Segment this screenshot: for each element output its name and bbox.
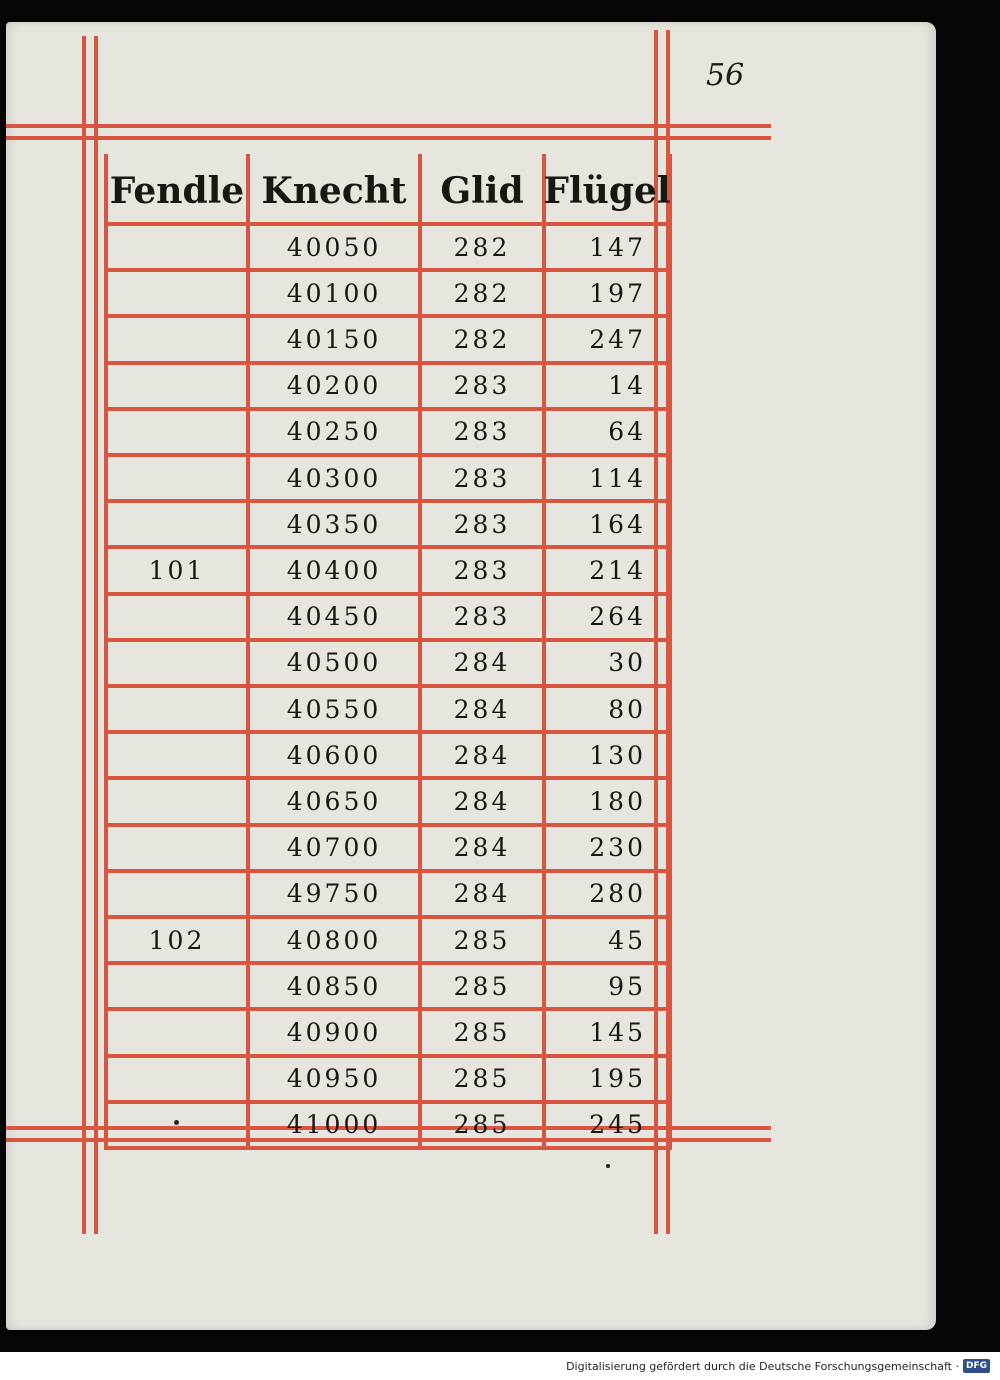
cell-knecht: 40650 [286, 786, 382, 816]
footer-credit: Digitalisierung gefördert durch die Deutsche Forschungsgemeinschaft · [566, 1359, 959, 1373]
cell-fluegel: 264 [589, 602, 646, 632]
header-glid: Glid [440, 170, 524, 212]
cell-glid: 285 [453, 1017, 511, 1047]
cell-fendle [106, 871, 248, 917]
cell-knecht: 40050 [286, 232, 382, 262]
cell-knecht: 41000 [286, 1110, 382, 1140]
cell-fluegel: 114 [589, 463, 646, 493]
cell-fendle [106, 316, 248, 362]
cell-fluegel: 247 [589, 324, 646, 354]
cell-knecht: 40250 [286, 417, 382, 447]
cell-knecht: 40850 [286, 971, 382, 1001]
cell-knecht: 40500 [286, 648, 382, 678]
book-page [6, 22, 936, 1330]
cell-glid: 283 [453, 463, 511, 493]
cell-knecht: 49750 [286, 879, 382, 909]
cell-knecht: 40950 [286, 1064, 382, 1094]
cell-fendle [106, 825, 248, 871]
cell-glid: 283 [453, 417, 511, 447]
cell-fluegel: 30 [608, 648, 646, 678]
cell-glid: 282 [453, 232, 511, 262]
cell-fendle: 101 [148, 555, 206, 585]
cell-fluegel: 180 [589, 786, 646, 816]
cell-knecht: 40800 [286, 925, 382, 955]
cell-glid: 285 [453, 1064, 511, 1094]
cell-knecht: 40700 [286, 833, 382, 863]
frame-rule-left-inner [94, 36, 98, 1234]
cell-fluegel: 145 [589, 1017, 646, 1047]
cell-knecht: 40400 [286, 555, 382, 585]
cell-knecht: 40350 [286, 509, 382, 539]
cell-knecht: 40900 [286, 1017, 382, 1047]
cell-glid: 284 [453, 879, 511, 909]
cell-fluegel: 130 [589, 740, 646, 770]
cell-fluegel: 214 [589, 555, 646, 585]
cell-fluegel: 245 [589, 1110, 646, 1140]
cell-glid: 283 [453, 602, 511, 632]
cell-knecht: 40300 [286, 463, 382, 493]
cell-fendle [106, 501, 248, 547]
header-knecht: Knecht [261, 170, 407, 212]
cell-glid: 284 [453, 786, 511, 816]
frame-rule-left-outer [82, 36, 86, 1234]
cell-fendle [106, 1056, 248, 1102]
cell-knecht: 40450 [286, 602, 382, 632]
cell-fendle [106, 778, 248, 824]
page-number: 56 [706, 58, 745, 93]
cell-fluegel: 164 [589, 509, 646, 539]
cell-fendle [106, 270, 248, 316]
cell-fendle [106, 363, 248, 409]
cell-fluegel: 64 [608, 417, 646, 447]
cell-glid: 284 [453, 648, 511, 678]
fendle-table [106, 154, 670, 1148]
cell-fendle [106, 455, 248, 501]
cell-knecht: 40200 [286, 371, 382, 401]
cell-fendle [106, 732, 248, 778]
cell-fendle [106, 409, 248, 455]
cell-glid: 284 [453, 694, 511, 724]
cell-fendle [106, 686, 248, 732]
cell-glid: 285 [453, 971, 511, 1001]
cell-fluegel: 95 [608, 971, 646, 1001]
cell-fluegel: 80 [608, 694, 646, 724]
cell-fluegel: 197 [589, 278, 646, 308]
cell-fendle [106, 1009, 248, 1055]
cell-fluegel: 230 [589, 833, 646, 863]
ink-speck [606, 1164, 610, 1168]
cell-knecht: 40100 [286, 278, 382, 308]
cell-knecht: 40550 [286, 694, 382, 724]
cell-fluegel: 195 [589, 1064, 646, 1094]
cell-fendle [106, 640, 248, 686]
cell-glid: 282 [453, 324, 511, 354]
cell-glid: 282 [453, 278, 511, 308]
cell-fendle: 102 [148, 925, 206, 955]
cell-knecht: 40600 [286, 740, 382, 770]
cell-fluegel: 45 [608, 925, 646, 955]
cell-fendle [106, 224, 248, 270]
header-fendle: Fendle [109, 170, 245, 212]
dfg-logo: DFG [963, 1359, 990, 1373]
cell-fluegel: 147 [589, 232, 646, 262]
cell-glid: 283 [453, 555, 511, 585]
cell-fluegel: 14 [608, 371, 646, 401]
cell-glid: 284 [453, 740, 511, 770]
cell-knecht: 40150 [286, 324, 382, 354]
ink-speck [174, 1120, 179, 1125]
cell-fendle [106, 963, 248, 1009]
footer-bar [0, 1352, 1000, 1380]
cell-glid: 283 [453, 509, 511, 539]
header-fluegel: Flügel [543, 170, 671, 212]
cell-fendle [106, 594, 248, 640]
cell-fluegel: 280 [589, 879, 646, 909]
cell-glid: 285 [453, 925, 511, 955]
cell-glid: 285 [453, 1110, 511, 1140]
cell-glid: 283 [453, 371, 511, 401]
cell-glid: 284 [453, 833, 511, 863]
